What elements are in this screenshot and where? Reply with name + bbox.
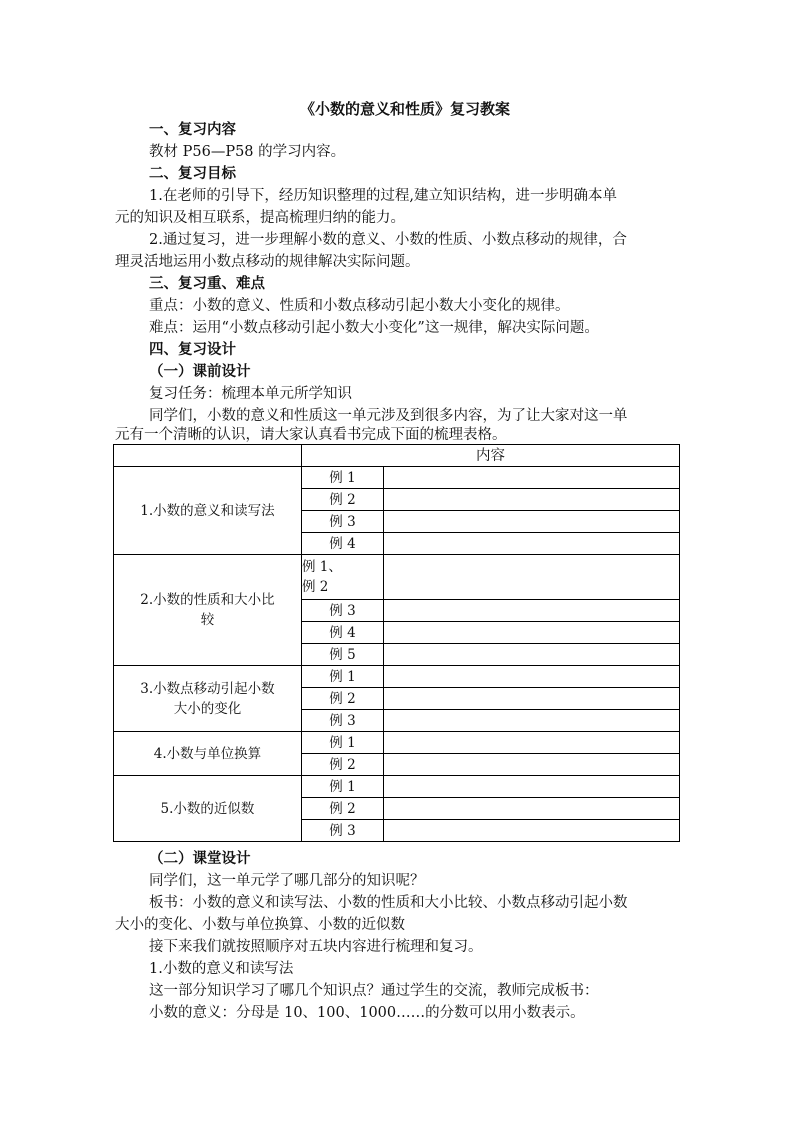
example-label: 例 1 (302, 467, 384, 489)
topic-3-line-2: 大小的变化 (173, 700, 242, 717)
content-cell (384, 555, 680, 600)
content-cell (384, 776, 680, 798)
content-cell (384, 710, 680, 732)
classroom-subheading: （二）课堂设计 (149, 850, 251, 867)
example-label: 例 2 (302, 754, 384, 776)
topic-2-line-2: 较 (200, 612, 215, 628)
difficult-point: 难点：运用“小数点移动引起小数大小变化”这一规律，解决实际问题。 (149, 320, 599, 336)
content-cell (384, 622, 680, 644)
example-label: 例 2 (302, 798, 384, 820)
board-line-1: 板书：小数的意义和读写法、小数的性质和大小比较、小数点移动引起小数 (149, 895, 628, 911)
example-label: 例 3 (302, 600, 384, 622)
topic-3-cell (114, 666, 302, 732)
topic-5-cell: 5.小数的近似数 (114, 776, 302, 842)
section-2-heading: 二、复习目标 (149, 165, 236, 182)
example-label: 例 4 (302, 533, 384, 555)
content-cell (384, 600, 680, 622)
content-cell (384, 666, 680, 688)
content-cell (384, 754, 680, 776)
example-label: 例 2 (302, 688, 384, 710)
section-3-heading: 三、复习重、难点 (149, 275, 265, 292)
example-label: 例 5 (302, 644, 384, 666)
content-cell (384, 467, 680, 489)
decimal-meaning: 小数的意义：分母是 10、100、1000……的分数可以用小数表示。 (149, 1005, 585, 1021)
board-line-2: 大小的变化、小数与单位换算、小数的近似数 (115, 917, 405, 933)
content-cell (384, 533, 680, 555)
goal-2-line-1: 2.通过复习，进一步理解小数的意义、小数的性质、小数点移动的规律，合 (149, 232, 627, 248)
section-4-heading: 四、复习设计 (149, 341, 236, 358)
topic-2-cell (114, 555, 302, 666)
example-label: 例 1 (302, 732, 384, 754)
content-cell (384, 489, 680, 511)
goal-2-line-2: 理灵活地运用小数点移动的规律解决实际问题。 (115, 254, 420, 270)
example-label: 例 4 (302, 622, 384, 644)
example-label: 例 1 (302, 666, 384, 688)
intro-line-1: 同学们，小数的意义和性质这一单元涉及到很多内容，为了让大家对这一单 (149, 408, 628, 424)
example-label: 例 3 (302, 710, 384, 732)
next-step-text: 接下来我们就按照顺序对五块内容进行梳理和复习。 (149, 939, 483, 955)
goal-1-line-2: 元的知识及相互联系，提高梳理归纳的能力。 (115, 210, 405, 226)
example-label: 例 1 (302, 776, 384, 798)
classroom-question: 同学们，这一单元学了哪几部分的知识呢？ (149, 873, 425, 889)
part-1-heading: 1.小数的意义和读写法 (149, 961, 294, 977)
example-label: 例 3 (302, 820, 384, 842)
document-title: 《小数的意义和性质》复习教案 (300, 100, 511, 118)
content-cell (384, 511, 680, 533)
section-1-text: 教材 P56—P58 的学习内容。 (149, 144, 346, 160)
content-cell (384, 820, 680, 842)
example-label-line-1: 例 1、 (302, 559, 342, 575)
content-cell (384, 798, 680, 820)
content-cell (384, 644, 680, 666)
topic-1-cell: 1.小数的意义和读写法 (114, 467, 302, 555)
review-task: 复习任务：梳理本单元所学知识 (149, 386, 352, 402)
header-content-cell: 内容 (302, 445, 680, 467)
content-cell (384, 688, 680, 710)
pre-class-subheading: （一）课前设计 (149, 363, 251, 380)
example-label-line-2: 例 2 (302, 579, 329, 595)
header-blank-cell (114, 445, 302, 467)
goal-1-line-1: 1.在老师的引导下，经历知识整理的过程,建立知识结构，进一步明确本单 (149, 188, 617, 204)
example-label-combined (302, 555, 384, 600)
topic-4-cell: 4.小数与单位换算 (114, 732, 302, 776)
topic-2-line-1: 2.小数的性质和大小比 (140, 592, 275, 608)
example-label: 例 3 (302, 511, 384, 533)
example-label: 例 2 (302, 489, 384, 511)
part-1-question: 这一部分知识学习了哪几个知识点？通过学生的交流，教师完成板书： (149, 983, 599, 999)
key-point: 重点：小数的意义、性质和小数点移动引起小数大小变化的规律。 (149, 298, 570, 314)
section-1-heading: 一、复习内容 (149, 121, 236, 138)
review-table (113, 444, 680, 842)
content-cell (384, 732, 680, 754)
topic-3-line-1: 3.小数点移动引起小数 (140, 680, 275, 697)
intro-line-2: 元有一个清晰的认识，请大家认真看书完成下面的梳理表格。 (115, 427, 507, 443)
